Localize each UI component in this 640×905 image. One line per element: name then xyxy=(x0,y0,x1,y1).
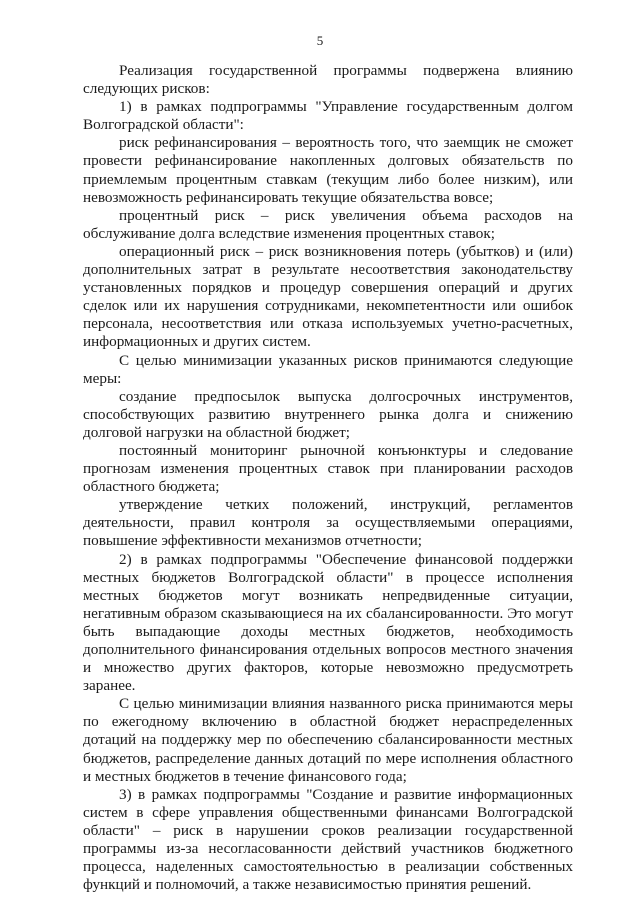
paragraph-measures-intro: С целью минимизации указанных рисков принимаются следующие меры: xyxy=(83,351,573,387)
paragraph-operational-risk: операционный риск – риск возникновения потерь (убытков) и (или) дополнительных затрат в результате несоответствия законодательству установленных порядков и процедур совершения операций и других сделок или их нарушения сотрудниками, некомпетентности или ошибок персонала, несоответствия или отказа используемых учетно-расчетных, информационных и других систем. xyxy=(83,242,573,351)
paragraph-refinancing-risk: риск рефинансирования – вероятность того, что заемщик не сможет провести рефинансирование накопленных долговых обязательств по приемлемым процентным ставкам (текущим либо более низким), или невозможность рефинансировать текущие обязательства вовсе; xyxy=(83,134,573,206)
paragraph-subprogram-2: 2) в рамках подпрограммы "Обеспечение финансовой поддержки местных бюджетов Волгоградской области" в процессе исполнения местных бюджетов могут возникать непредвиденные ситуации, негативным образом сказывающиеся на их сбалансированности. Это могут быть выпадающие доходы местных бюджетов, необходимость дополнительного финансирования отдельных вопросов местного значения и множество других факторов, которые невозможно предусмотреть заранее. xyxy=(83,550,573,695)
page-number: 5 xyxy=(316,33,324,48)
paragraph-subprogram-1: 1) в рамках подпрограммы "Управление государственным долгом Волгоградской области": xyxy=(83,98,573,134)
document-body xyxy=(83,62,573,894)
paragraph-subprogram-3: 3) в рамках подпрограммы "Создание и развитие информационных систем в сфере управления общественными финансами Волгоградской области" – риск в нарушении сроков реализации государственной программы из-за несогласованности действий участников бюджетного процесса, наделенных самостоятельностью в реализации собственных функций и полномочий, а также независимостью принятия решений. xyxy=(83,785,573,894)
paragraph-interest-risk: процентный риск – риск увеличения объема расходов на обслуживание долга вследствие изменения процентных ставок; xyxy=(83,206,573,242)
paragraph-subsidies: С целью минимизации влияния названного риска принимаются меры по ежегодному включению в областной бюджет нераспределенных дотаций на поддержку мер по обеспечению сбалансированности местных бюджетов, распределение данных дотаций по мере исполнения областного и местных бюджетов в течение финансового года; xyxy=(83,695,573,785)
paragraph-measure-monitoring: постоянный мониторинг рыночной конъюнктуры и следование прогнозам изменения процентных ставок при планировании расходов областного бюджета; xyxy=(83,441,573,496)
paragraph-measure-long-term: создание предпосылок выпуска долгосрочных инструментов, способствующих развитию внутреннего рынка долга и снижению долговой нагрузки на областной бюджет; xyxy=(83,387,573,441)
paragraph-intro: Реализация государственной программы подвержена влиянию следующих рисков: xyxy=(83,62,573,98)
paragraph-measure-regulations: утверждение четких положений, инструкций, регламентов деятельности, правил контроля за осуществляемыми операциями, повышение эффективности механизмов отчетности; xyxy=(83,496,573,550)
